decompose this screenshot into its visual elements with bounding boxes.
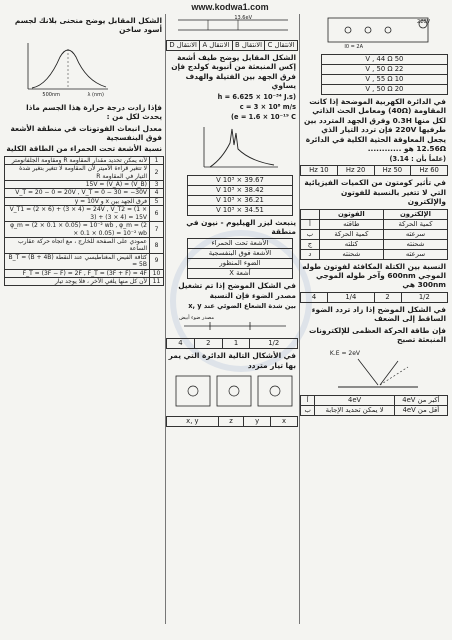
option-cell[interactable]: 2 xyxy=(194,339,222,349)
option-cell[interactable]: 2 xyxy=(374,292,401,302)
solution-number: 2 xyxy=(150,165,164,181)
question-3-item-1: معدل انبعاث الفوتونات في منطقة الأشعة فوق البنفسجية xyxy=(10,123,162,143)
transition-options xyxy=(166,40,298,51)
option-cell[interactable]: x, y xyxy=(167,417,219,427)
cell[interactable]: أقل من 4eV xyxy=(394,405,447,415)
cell: طاقته xyxy=(319,219,383,229)
constant-h: (h = 6.625 × 10⁻³⁴ J.s xyxy=(217,92,296,101)
question-32-hint: (علماً بأن : 3.14) xyxy=(389,155,446,164)
question-32: في الدائرة الكهربية الموضحة إذا كانت المقاومة (40Ω) ومعامل الحث الذاتي لكل منها 0.3H وفرق الجهد المتردد بين طرفيها 220V فإن تردد التيار الذي يجعل المعاوقة الحثية الكلية في الدائرة 12.56Ω هو ............ xyxy=(304,97,446,154)
constant-c: c = 3 × 10⁸ m/s xyxy=(239,102,296,111)
question-41: في الأشكال التالية الدائرة التي يمر بها تيار متردد xyxy=(168,351,296,370)
q40-options xyxy=(166,338,298,349)
choice-letter: أ xyxy=(301,395,315,405)
solution-number: 10 xyxy=(150,269,164,277)
option-cell[interactable]: الانتقال D xyxy=(167,41,200,51)
q41-options xyxy=(166,416,298,427)
q35-options xyxy=(300,395,448,416)
question-35: فإن طاقة الحركة العظمى للإلكترونات المنبعثة تصبح xyxy=(308,325,446,345)
cell: كمية الحركة xyxy=(319,229,383,239)
option-cell[interactable]: الانتقال C xyxy=(265,41,298,51)
solution-number: 6 xyxy=(150,206,164,222)
solution-text: (V_B) = (V_A) = 15V xyxy=(5,181,150,189)
choice-letter[interactable]: أ xyxy=(301,219,320,229)
cell: شحنته xyxy=(383,239,447,249)
right-column xyxy=(300,14,448,624)
light-source-diagram xyxy=(170,312,298,334)
option-cell[interactable]: الضوء المنظور xyxy=(188,259,293,269)
energy-level-diagram xyxy=(168,14,298,36)
x-axis-label: λ (nm) xyxy=(87,91,104,97)
compton-table xyxy=(300,209,448,260)
option-cell[interactable]: 36.21 × 10³ V xyxy=(188,195,293,205)
solution-text: V_T = 20 − 0 = 20V , V_T = 0 − 30 = −30V xyxy=(5,189,150,197)
solution-number: 3 xyxy=(150,181,164,189)
solution-number: 5 xyxy=(150,197,164,205)
solution-text: لأن كل منها يلغي الآخر ، فلا يوجد تيار xyxy=(5,277,150,285)
header-electron: الإلكترون xyxy=(383,209,447,219)
solution-text: φ_m = (2 × 0.1 × 0.05) = 10⁻² wb , φ_m = (2 × 0.1 × 0.05) = 10⁻² wb xyxy=(5,222,150,238)
light-source-label: مصدر ضوء أبيض xyxy=(179,315,214,322)
solutions-table xyxy=(4,156,164,287)
frequency-options xyxy=(300,165,448,176)
option-cell[interactable]: 38.42 × 10³ V xyxy=(188,185,293,195)
solution-number: 11 xyxy=(150,277,164,285)
option-cell[interactable]: 50 Hz xyxy=(374,166,411,176)
choice-letter[interactable]: ب xyxy=(301,229,320,239)
option-cell[interactable]: أشعة X xyxy=(188,269,293,279)
question-33: في الشكل الموضح إذا زاد تردد الضوء الساقط إلى الضعف xyxy=(311,304,446,324)
option-cell[interactable]: الأشعة تحت الحمراء xyxy=(188,239,293,249)
choice-letter[interactable]: د xyxy=(301,249,320,259)
cell: سرعته xyxy=(383,229,447,239)
q34-options xyxy=(300,292,448,303)
option-cell[interactable]: x xyxy=(271,417,298,427)
solution-number: 4 xyxy=(150,189,164,197)
q38-options xyxy=(187,175,293,216)
question-34: النسبة بين الكتلة المكافئة لفوتون طوله الموجي 600nm وآخر طوله الموجي 300nm هي xyxy=(302,261,446,290)
option-cell[interactable]: 1/2 xyxy=(250,339,298,349)
solution-text: F_T = (3F − F) = 2F , F_T = (3F + F) = 4F xyxy=(5,269,150,277)
option-cell[interactable]: 4 xyxy=(301,292,328,302)
photoelectric-diagram xyxy=(308,347,448,391)
constant-e: e = 1.6 × 10⁻¹⁹ C) xyxy=(231,112,296,121)
question-3-title: الشكل المقابل يوضح منحنى بلانك لجسم أسود ساخن xyxy=(14,16,162,35)
question-39: ينبعث ليزر الهيليوم - نيون في منطقة xyxy=(186,217,296,237)
question-31: في تأثير كومتون من الكميات الفيزيائية التي لا تتغير بالنسبة للفوتون والإلكترون xyxy=(304,178,446,207)
option-cell[interactable]: 22 V , 50 Ω xyxy=(321,65,447,75)
option-cell[interactable]: الانتقال A xyxy=(200,41,233,51)
option-cell[interactable]: 10 V , 55 Ω xyxy=(321,75,447,85)
option-cell[interactable]: y xyxy=(244,417,271,427)
option-cell[interactable]: 34.51 × 10³ V xyxy=(188,205,293,215)
energy-label: 13.6eV xyxy=(234,15,252,21)
middle-column xyxy=(166,14,298,624)
solution-text: V_T1 = (2 × 6) + (3 × 4) = 24V , V_T2 = (1 × 3) + (3 × 4) = 15V xyxy=(5,206,150,222)
top-options-table xyxy=(321,54,448,95)
option-cell[interactable]: 20 Hz xyxy=(337,166,374,176)
cell[interactable]: أكبر من 4eV xyxy=(394,395,447,405)
solution-text: فرق الجهد بين x و y = 10V xyxy=(5,197,150,205)
option-cell[interactable]: 50 V , 44 Ω xyxy=(321,55,447,65)
option-cell[interactable]: 10 Hz xyxy=(301,166,338,176)
solution-text: كثافة الفيض المغناطيسي عند النقطة B_T = (B + 4B) = 5B xyxy=(5,253,150,269)
peak-label: 500nm xyxy=(42,91,60,97)
question-40: في الشكل الموضح إذا تم تشغيل مصدر الضوء فإن النسبة xyxy=(178,281,296,300)
solution-number: 7 xyxy=(150,222,164,238)
cell: كمية الحركة xyxy=(383,219,447,229)
kinetic-energy-label: K.E = 2eV xyxy=(329,349,360,357)
header-photon: الفوتون xyxy=(319,209,383,219)
cell: شحنته xyxy=(319,249,383,259)
parallel-circuit-diagram xyxy=(308,14,448,50)
question-3-item-2: نسبة الأشعة تحت الحمراء من الطاقة الكلية xyxy=(6,144,162,154)
option-cell[interactable]: z xyxy=(218,417,244,427)
choice-letter[interactable]: ج xyxy=(301,239,320,249)
site-url: www.kodwa1.com xyxy=(191,2,269,12)
solution-text: عمودي على الصفحة للخارج ، مع اتجاه حركة عقارب الساعة xyxy=(5,237,150,253)
circuits-diagram xyxy=(170,372,298,412)
cell: سرعته xyxy=(383,249,447,259)
option-cell[interactable]: 39.67 × 10³ V xyxy=(188,175,293,185)
left-column xyxy=(4,14,164,624)
cell[interactable]: لا يمكن تحديد الإجابة xyxy=(315,405,394,415)
question-40-tail: بين شدة الشعاع الضوئي عند x, y xyxy=(188,302,296,311)
cell: كتلته xyxy=(319,239,383,249)
solution-text: لا تتغير قراءة الأميتر لأن المقاومة لا تتغير بتغير شدة التيار في المقاومة R xyxy=(5,165,150,181)
option-cell[interactable]: 4 xyxy=(167,339,195,349)
question-3-body: فإذا زادت درجة حرارة هذا الجسم ماذا يحدث لكل من : xyxy=(26,102,162,122)
solution-number: 9 xyxy=(150,253,164,269)
planck-curve-graph xyxy=(8,37,164,97)
solution-text: لأنه يمكن تحديد مقدار المقاومة R ومقاومة الجلفانومتر xyxy=(5,156,150,164)
option-cell[interactable]: الأشعة فوق البنفسجية xyxy=(188,249,293,259)
option-cell[interactable]: 1 xyxy=(222,339,250,349)
option-cell[interactable]: الانتقال B xyxy=(232,41,265,51)
question-38: الشكل المقابل يوضح طيف أشعة إكس المنبعثة من أنبوبة كولدج فإن فرق الجهد بين الفتيلة والهدف يساوي xyxy=(171,53,296,91)
xray-spectrum-graph xyxy=(170,123,298,171)
option-cell[interactable]: 20 V , 50 Ω xyxy=(321,85,447,95)
q39-options xyxy=(187,238,293,279)
cell[interactable]: 4eV xyxy=(315,395,394,405)
battery-label: 220V xyxy=(417,19,430,25)
option-cell[interactable]: 60 Hz xyxy=(411,166,448,176)
choice-letter: ب xyxy=(301,405,315,415)
current-label: I0 = 2A xyxy=(344,44,363,50)
solution-number: 1 xyxy=(150,156,164,164)
option-cell[interactable]: 1/2 xyxy=(401,292,447,302)
option-cell[interactable]: 1/4 xyxy=(328,292,374,302)
solution-number: 8 xyxy=(150,237,164,253)
